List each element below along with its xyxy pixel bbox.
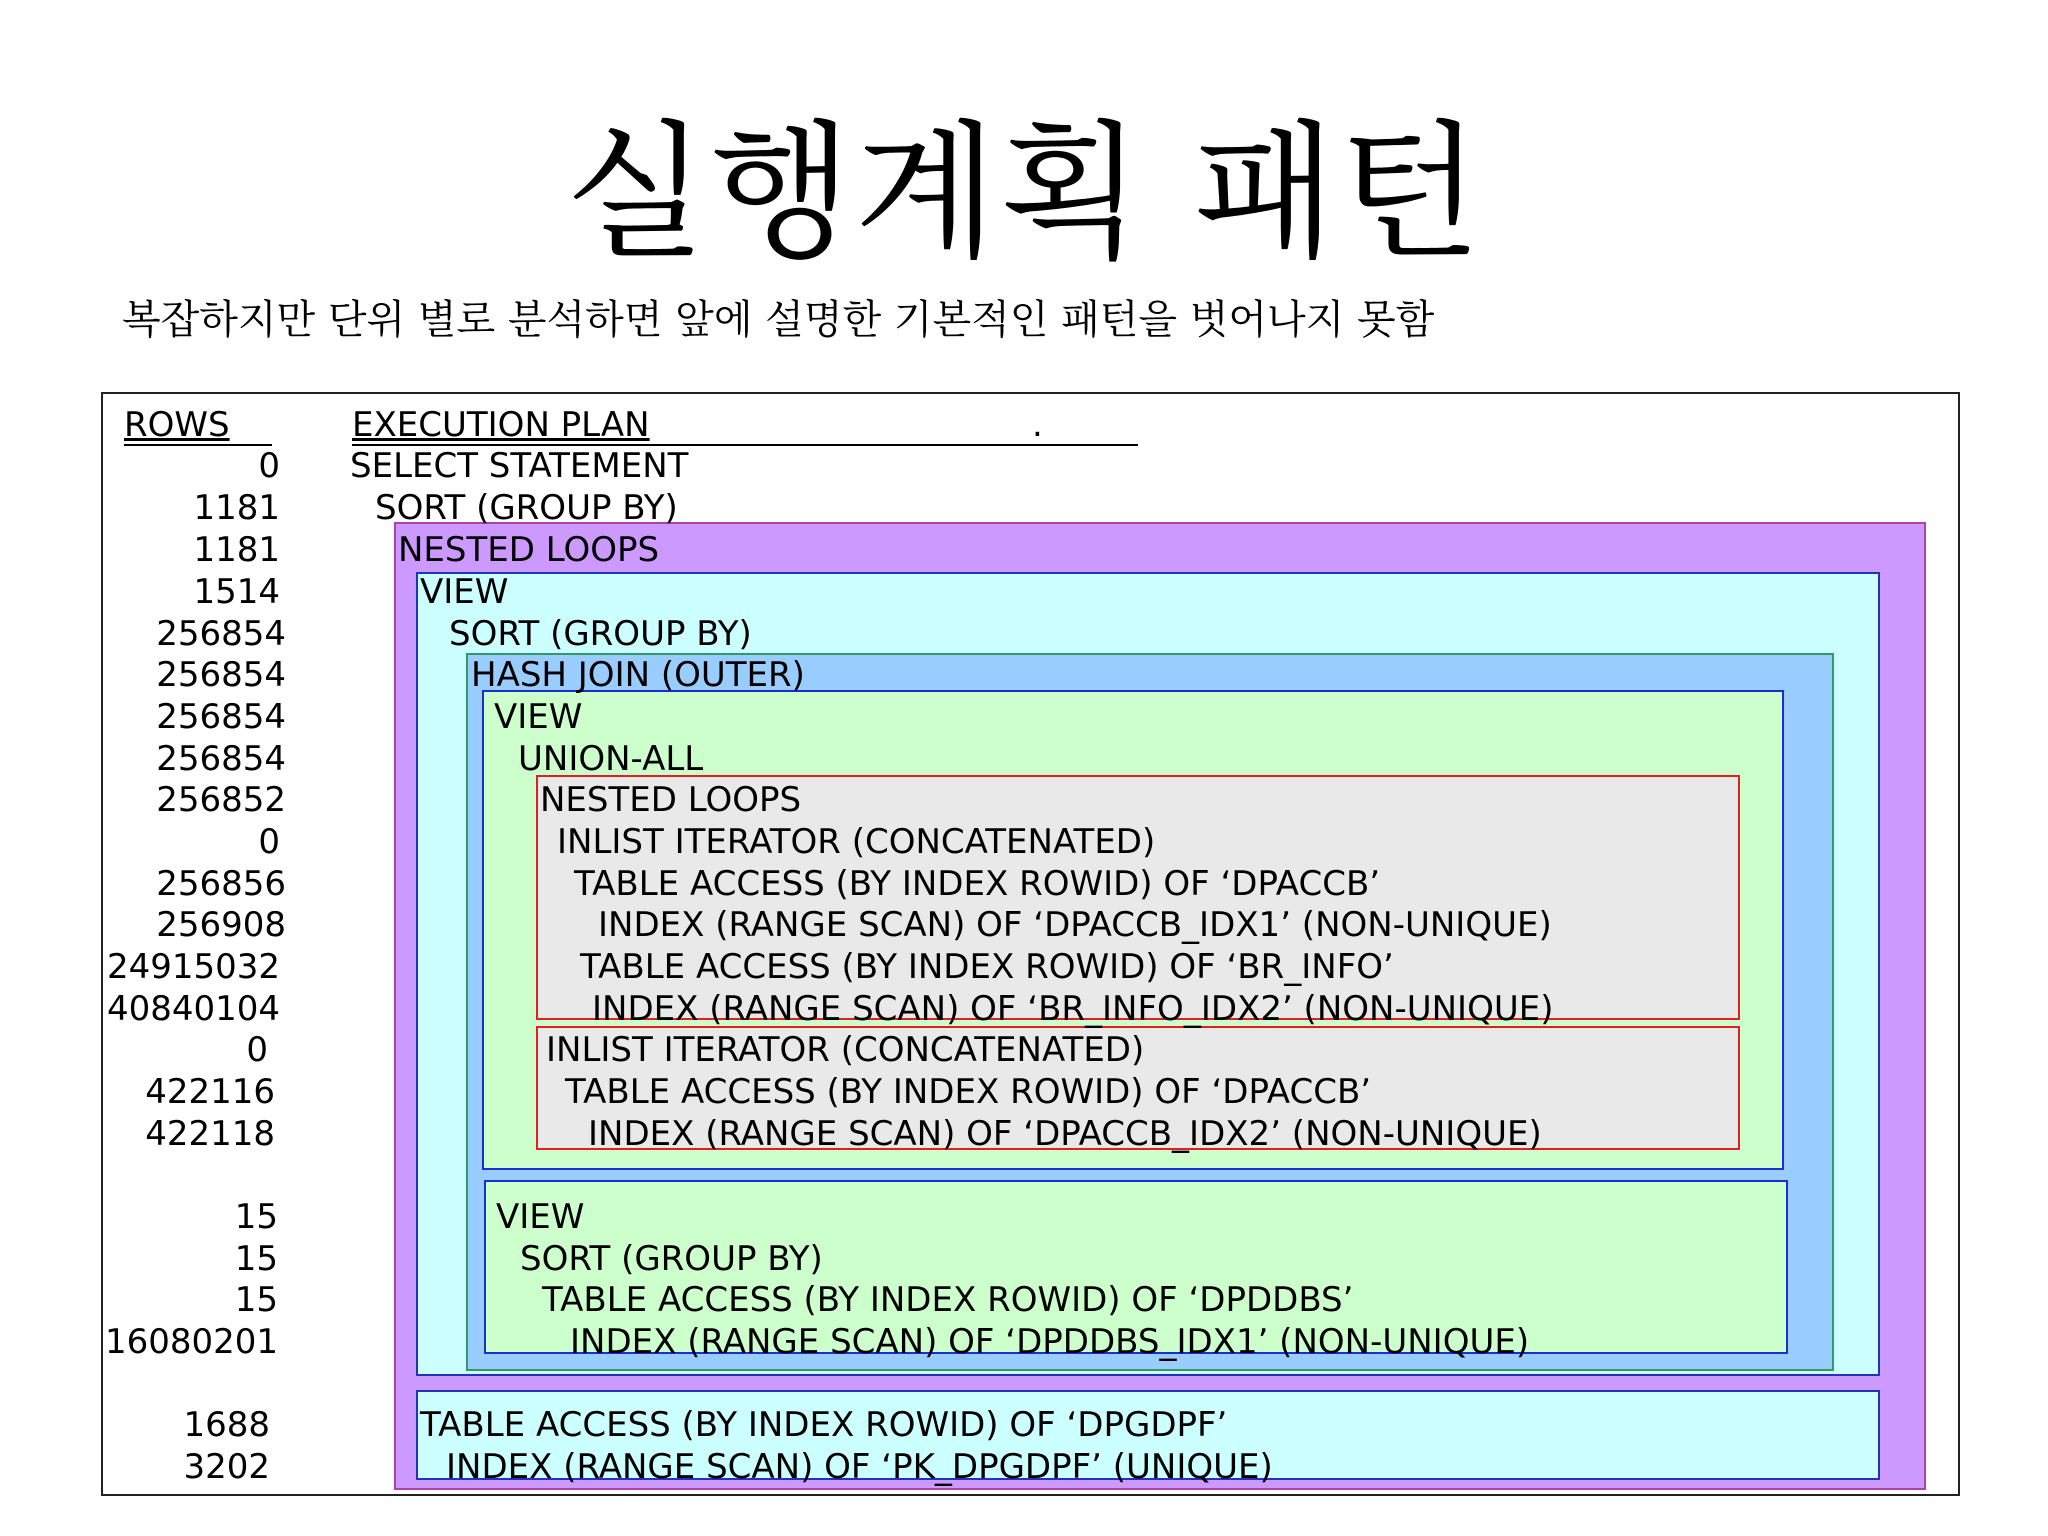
rows-header-rule (124, 444, 272, 446)
plan-operation: SELECT STATEMENT (350, 446, 689, 486)
row-count: 15 (234, 1197, 278, 1237)
row-count: 15 (234, 1280, 278, 1320)
plan-operation: VIEW (496, 1197, 585, 1237)
row-count: 422118 (145, 1114, 275, 1154)
row-count: 256908 (156, 905, 286, 945)
plan-operation: INLIST ITERATOR (CONCATENATED) (546, 1030, 1145, 1070)
plan-operation: INDEX (RANGE SCAN) OF ‘DPACCB_IDX1’ (NON-UNIQUE) (598, 905, 1552, 945)
plan-operation: HASH JOIN (OUTER) (471, 655, 805, 695)
plan-operation: INDEX (RANGE SCAN) OF ‘DPDDBS_IDX1’ (NON-UNIQUE) (570, 1322, 1530, 1362)
row-count: 0 (258, 822, 280, 862)
plan-operation: INLIST ITERATOR (CONCATENATED) (557, 822, 1156, 862)
row-count: 256852 (156, 780, 286, 820)
row-count: 16080201 (104, 1322, 278, 1362)
row-count: 256854 (156, 655, 286, 695)
row-count: 40840104 (106, 989, 280, 1029)
plan-operation: NESTED LOOPS (398, 530, 660, 570)
plan-operation: INDEX (RANGE SCAN) OF ‘BR_INFO_IDX2’ (NON-UNIQUE) (592, 989, 1554, 1029)
plan-operation: INDEX (RANGE SCAN) OF ‘DPACCB_IDX2’ (NON-UNIQUE) (588, 1114, 1542, 1154)
page-title: 실행계획 패턴 (564, 107, 1484, 279)
row-count: 256854 (156, 614, 286, 654)
page-subtitle: 복잡하지만 단위 별로 분석하면 앞에 설명한 기본적인 패턴을 벗어나지 못함 (122, 297, 1435, 343)
row-count: 256854 (156, 697, 286, 737)
row-count: 24915032 (106, 947, 280, 987)
plan-operation: SORT (GROUP BY) (449, 614, 752, 654)
plan-operation: VIEW (494, 697, 583, 737)
row-count: 3202 (183, 1447, 270, 1487)
row-count: 256854 (156, 739, 286, 779)
rows-header: ROWS (124, 405, 230, 445)
row-count: 0 (246, 1030, 268, 1070)
row-count: 1181 (193, 488, 280, 528)
row-count: 15 (234, 1239, 278, 1279)
plan-operation: INDEX (RANGE SCAN) OF ‘PK_DPGDPF’ (UNIQUE) (446, 1447, 1273, 1487)
plan-header: EXECUTION PLAN (352, 405, 650, 445)
plan-header-dot: . (1032, 405, 1043, 445)
plan-operation: UNION-ALL (518, 739, 704, 779)
plan-operation: TABLE ACCESS (BY INDEX ROWID) OF ‘BR_INFO’ (580, 947, 1394, 987)
row-count: 0 (258, 446, 280, 486)
plan-operation: SORT (GROUP BY) (520, 1239, 823, 1279)
row-count: 1514 (193, 572, 280, 612)
plan-operation: TABLE ACCESS (BY INDEX ROWID) OF ‘DPACCB’ (574, 864, 1381, 904)
plan-operation: NESTED LOOPS (540, 780, 802, 820)
row-count: 422116 (145, 1072, 275, 1112)
plan-operation: TABLE ACCESS (BY INDEX ROWID) OF ‘DPGDPF’ (420, 1405, 1228, 1445)
plan-operation: SORT (GROUP BY) (375, 488, 678, 528)
plan-operation: TABLE ACCESS (BY INDEX ROWID) OF ‘DPDDBS’ (542, 1280, 1354, 1320)
plan-operation: TABLE ACCESS (BY INDEX ROWID) OF ‘DPACCB’ (565, 1072, 1372, 1112)
row-count: 1181 (193, 530, 280, 570)
row-count: 1688 (183, 1405, 270, 1445)
plan-operation: VIEW (420, 572, 509, 612)
row-count: 256856 (156, 864, 286, 904)
